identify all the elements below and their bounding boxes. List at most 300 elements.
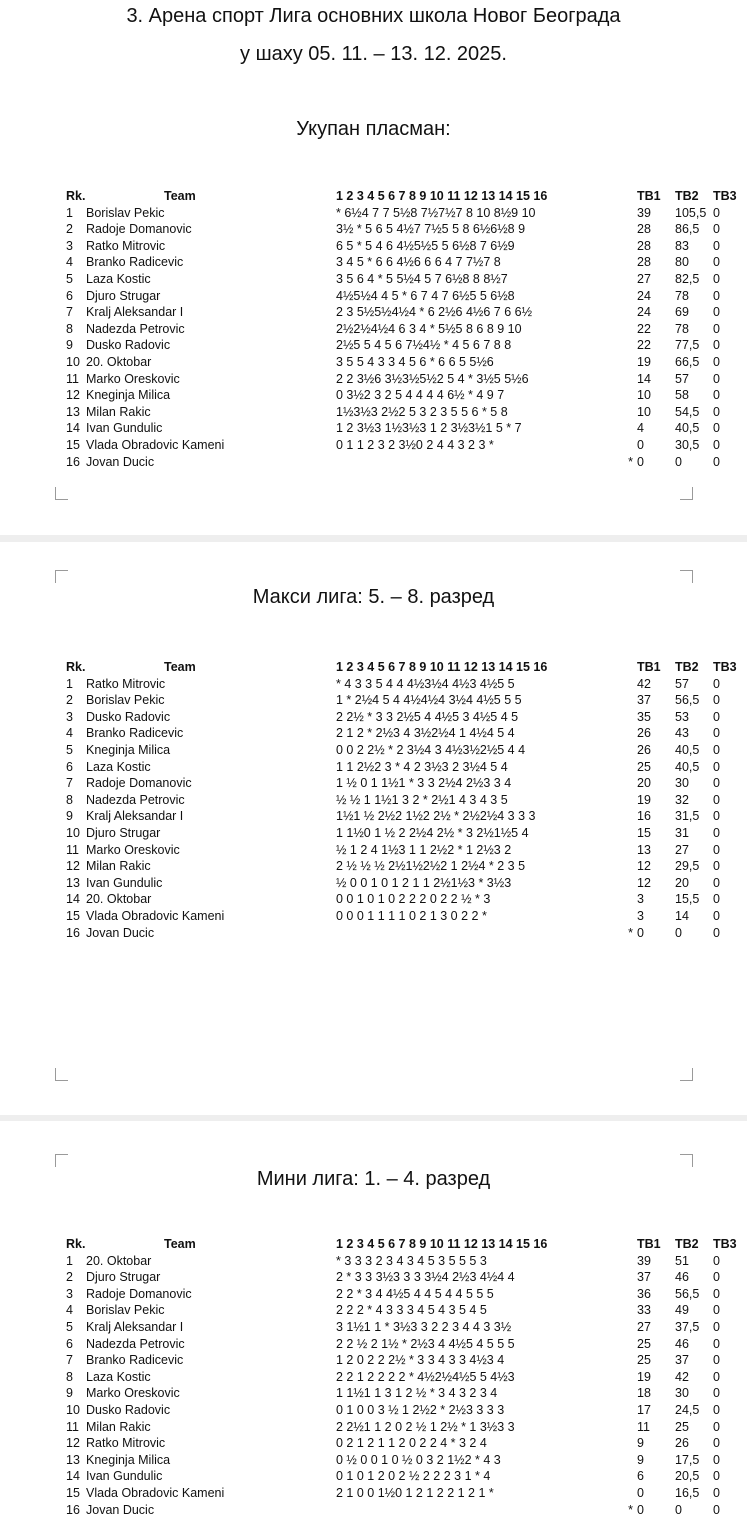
cell-rk: 14 <box>66 892 80 907</box>
cell-tb3: 0 <box>713 255 720 270</box>
column-header-tb3: TB3 <box>713 1237 737 1251</box>
cell-tb2: 43 <box>675 726 689 741</box>
cell-team: Jovan Ducic <box>86 454 155 469</box>
cell-rk: 15 <box>66 908 80 923</box>
cell-team: Kneginja Milica <box>86 1452 171 1467</box>
cell-tb1: 19 <box>637 354 651 369</box>
table-row <box>66 1286 743 1303</box>
cell-tb3: 0 <box>713 1436 720 1451</box>
cell-results: 0 2 1 2 1 1 2 0 2 2 4 * 3 2 4 <box>336 1436 487 1451</box>
overall-heading: Укупан пласман: <box>296 118 451 140</box>
table-row <box>66 288 743 305</box>
cell-tb2: 66,5 <box>675 354 700 369</box>
cell-results: 2 1 2 * 2½3 4 3½2½4 1 4½4 5 4 <box>336 726 515 741</box>
cell-team: Vlada Obradovic Kameni <box>86 908 225 923</box>
cell-rk: 2 <box>66 693 73 708</box>
cell-team: Ratko Mitrovic <box>86 238 166 253</box>
cell-results: 2 2 1 2 2 2 2 * 4½2½4½5 5 4½3 <box>336 1369 515 1384</box>
cell-rk: 7 <box>66 305 73 320</box>
cell-tb2: 69 <box>675 305 689 320</box>
cell-team: Branko Radicevic <box>86 1353 184 1368</box>
cell-rk: 3 <box>66 1286 73 1301</box>
table-row <box>66 337 743 354</box>
table-header-row <box>66 659 743 676</box>
table-row <box>66 1302 743 1319</box>
column-header-tb1: TB1 <box>637 189 661 203</box>
cell-rk: 13 <box>66 404 80 419</box>
cell-results: 2½5 5 4 5 6 7½4½ * 4 5 6 7 8 8 <box>336 338 512 353</box>
cell-tb1: 9 <box>637 1452 644 1467</box>
cell-tb3: 0 <box>713 371 720 386</box>
cell-results: * <box>628 454 633 469</box>
page-mini <box>0 1121 747 1531</box>
cell-tb1: 9 <box>637 1436 644 1451</box>
cell-tb3: 0 <box>713 1336 720 1351</box>
cell-tb2: 40,5 <box>675 759 700 774</box>
cell-tb2: 57 <box>675 676 689 691</box>
cell-rk: 4 <box>66 726 73 741</box>
cell-rk: 7 <box>66 776 73 791</box>
cell-tb3: 0 <box>713 437 720 452</box>
cell-results: 1 2 0 2 2 2½ * 3 3 4 3 3 4½3 4 <box>336 1353 505 1368</box>
column-header-rounds: 1 2 3 4 5 6 7 8 9 10 11 12 13 14 15 16 <box>336 660 548 674</box>
table-row <box>66 271 743 288</box>
cell-team: Borislav Pekic <box>86 205 165 220</box>
cell-tb3: 0 <box>713 892 720 907</box>
cell-results: 4½5½4 4 5 * 6 7 4 7 6½5 5 6½8 <box>336 288 515 303</box>
cell-team: Dusko Radovic <box>86 709 171 724</box>
cell-results: 2½2½4½4 6 3 4 * 5½5 8 6 8 9 10 <box>336 321 522 336</box>
cell-tb2: 0 <box>675 1502 682 1517</box>
cell-tb2: 25 <box>675 1419 689 1434</box>
cell-tb3: 0 <box>713 388 720 403</box>
cell-results: 1 * 2½4 5 4 4½4½4 3½4 4½5 5 5 <box>336 693 522 708</box>
cell-rk: 12 <box>66 388 80 403</box>
table-row <box>66 1352 743 1369</box>
cell-team: Milan Rakic <box>86 1419 151 1434</box>
cell-tb2: 42 <box>675 1369 689 1384</box>
cell-tb1: 37 <box>637 693 651 708</box>
cell-team: Laza Kostic <box>86 271 151 286</box>
cell-tb2: 37,5 <box>675 1319 700 1334</box>
cell-team: Ivan Gundulic <box>86 1469 163 1484</box>
cell-tb3: 0 <box>713 709 720 724</box>
cell-team: Vlada Obradovic Kameni <box>86 1485 225 1500</box>
cell-rk: 15 <box>66 437 80 452</box>
cell-tb1: 0 <box>637 454 644 469</box>
cell-tb3: 0 <box>713 454 720 469</box>
page-overall <box>0 0 747 535</box>
cell-tb1: 35 <box>637 709 651 724</box>
cell-tb1: 39 <box>637 205 651 220</box>
column-header-rounds: 1 2 3 4 5 6 7 8 9 10 11 12 13 14 15 16 <box>336 1237 548 1251</box>
cell-tb1: 10 <box>637 404 651 419</box>
cell-rk: 2 <box>66 1270 73 1285</box>
cell-tb1: 18 <box>637 1386 651 1401</box>
cell-tb1: 26 <box>637 726 651 741</box>
cell-team: Kralj Aleksandar I <box>86 305 184 320</box>
cell-rk: 16 <box>66 1502 80 1517</box>
table-row <box>66 1452 743 1469</box>
column-header-tb2: TB2 <box>675 189 699 203</box>
document-title: 3. Арена спорт Лига основних школа Новог Београда <box>126 5 621 27</box>
cell-tb3: 0 <box>713 1270 720 1285</box>
cell-rk: 6 <box>66 759 73 774</box>
cell-team: Borislav Pekic <box>86 1303 165 1318</box>
cell-team: Vlada Obradovic Kameni <box>86 437 225 452</box>
cell-rk: 6 <box>66 288 73 303</box>
table-row <box>66 1269 743 1286</box>
table-row <box>66 321 743 338</box>
cell-tb1: 26 <box>637 742 651 757</box>
cell-team: Jovan Ducic <box>86 1502 155 1517</box>
cell-rk: 1 <box>66 676 73 691</box>
cell-team: Nadezda Petrovic <box>86 321 185 336</box>
cell-team: Nadezda Petrovic <box>86 792 185 807</box>
table-row <box>66 304 743 321</box>
column-header-rk: Rk. <box>66 189 86 203</box>
cell-rk: 14 <box>66 421 80 436</box>
cell-tb3: 0 <box>713 404 720 419</box>
cell-tb1: 3 <box>637 908 644 923</box>
cell-results: ½ 1 2 4 1½3 1 1 2½2 * 1 2½3 2 <box>336 842 512 857</box>
table-row <box>66 908 743 925</box>
cell-team: Kralj Aleksandar I <box>86 1319 184 1334</box>
cell-team: Dusko Radovic <box>86 338 171 353</box>
cell-tb2: 77,5 <box>675 338 700 353</box>
cell-tb3: 0 <box>713 238 720 253</box>
table-row <box>66 387 743 404</box>
table-row <box>66 925 743 942</box>
cell-rk: 6 <box>66 1336 73 1351</box>
column-header-rounds: 1 2 3 4 5 6 7 8 9 10 11 12 13 14 15 16 <box>336 189 548 203</box>
mini-standings-table <box>66 1236 743 1518</box>
cell-team: Marko Oreskovic <box>86 1386 180 1401</box>
column-header-tb1: TB1 <box>637 660 661 674</box>
cell-rk: 12 <box>66 1436 80 1451</box>
cell-results: 1 2 3½3 1½3½3 1 2 3½3½1 5 * 7 <box>336 421 522 436</box>
cell-tb2: 82,5 <box>675 271 700 286</box>
cell-results: 1 1½0 1 ½ 2 2½4 2½ * 3 2½1½5 4 <box>336 825 529 840</box>
cell-tb2: 86,5 <box>675 222 700 237</box>
cell-tb2: 17,5 <box>675 1452 700 1467</box>
cell-tb3: 0 <box>713 875 720 890</box>
cell-team: 20. Oktobar <box>86 892 152 907</box>
table-row <box>66 420 743 437</box>
cell-tb1: 20 <box>637 776 651 791</box>
cell-tb1: 27 <box>637 271 651 286</box>
cell-tb1: 0 <box>637 437 644 452</box>
cell-rk: 1 <box>66 205 73 220</box>
cell-results: 1 ½ 0 1 1½1 * 3 3 2½4 2½3 3 4 <box>336 776 512 791</box>
cell-tb3: 0 <box>713 305 720 320</box>
cell-tb1: 33 <box>637 1303 651 1318</box>
cell-tb1: 25 <box>637 759 651 774</box>
column-header-tb2: TB2 <box>675 1237 699 1251</box>
cell-results: 2 1 0 0 1½0 1 2 1 2 2 1 2 1 * <box>336 1485 494 1500</box>
corner-mark <box>680 1154 693 1167</box>
table-row <box>66 354 743 371</box>
cell-rk: 12 <box>66 859 80 874</box>
cell-tb1: 19 <box>637 1369 651 1384</box>
cell-tb1: 42 <box>637 676 651 691</box>
cell-results: 0 0 0 1 1 1 1 0 2 1 3 0 2 2 * <box>336 908 487 923</box>
cell-rk: 14 <box>66 1469 80 1484</box>
cell-results: 0 1 0 1 2 0 2 ½ 2 2 2 3 1 * 4 <box>336 1469 491 1484</box>
cell-tb3: 0 <box>713 1402 720 1417</box>
table-row <box>66 254 743 271</box>
cell-results: 1 1 2½2 3 * 4 2 3½3 2 3½4 5 4 <box>336 759 508 774</box>
cell-tb3: 0 <box>713 321 720 336</box>
table-row <box>66 205 743 222</box>
cell-tb2: 15,5 <box>675 892 700 907</box>
cell-tb3: 0 <box>713 676 720 691</box>
cell-team: Jovan Ducic <box>86 925 155 940</box>
cell-team: Ivan Gundulic <box>86 421 163 436</box>
cell-tb2: 20,5 <box>675 1469 700 1484</box>
cell-tb3: 0 <box>713 222 720 237</box>
cell-rk: 8 <box>66 792 73 807</box>
cell-results: 0 0 1 0 1 0 2 2 2 0 2 2 ½ * 3 <box>336 892 491 907</box>
cell-results: * <box>628 1502 633 1517</box>
cell-tb3: 0 <box>713 205 720 220</box>
cell-tb3: 0 <box>713 726 720 741</box>
table-row <box>66 891 743 908</box>
cell-team: Ivan Gundulic <box>86 875 163 890</box>
cell-rk: 13 <box>66 1452 80 1467</box>
cell-tb2: 80 <box>675 255 689 270</box>
cell-team: Marko Oreskovic <box>86 371 180 386</box>
cell-team: Marko Oreskovic <box>86 842 180 857</box>
cell-team: Nadezda Petrovic <box>86 1336 185 1351</box>
cell-tb2: 56,5 <box>675 1286 700 1301</box>
table-row <box>66 437 743 454</box>
cell-team: Ratko Mitrovic <box>86 676 166 691</box>
cell-tb3: 0 <box>713 1485 720 1500</box>
cell-rk: 5 <box>66 271 73 286</box>
table-row <box>66 1468 743 1485</box>
cell-tb3: 0 <box>713 1419 720 1434</box>
cell-rk: 1 <box>66 1253 73 1268</box>
table-row <box>66 1435 743 1452</box>
cell-rk: 3 <box>66 709 73 724</box>
cell-results: 2 2½1 1 2 0 2 ½ 1 2½ * 1 3½3 3 <box>336 1419 515 1434</box>
table-row <box>66 742 743 759</box>
cell-tb1: 10 <box>637 388 651 403</box>
cell-tb2: 24,5 <box>675 1402 700 1417</box>
cell-tb2: 30,5 <box>675 437 700 452</box>
cell-team: Laza Kostic <box>86 759 151 774</box>
cell-tb1: 24 <box>637 305 651 320</box>
cell-tb3: 0 <box>713 1353 720 1368</box>
column-header-rk: Rk. <box>66 660 86 674</box>
cell-tb2: 30 <box>675 776 689 791</box>
cell-tb2: 105,5 <box>675 205 707 220</box>
cell-tb2: 78 <box>675 288 689 303</box>
cell-results: ½ 0 0 1 0 1 2 1 1 2½1½3 * 3½3 <box>336 875 512 890</box>
cell-tb2: 37 <box>675 1353 689 1368</box>
cell-results: * 4 3 3 5 4 4 4½3½4 4½3 4½5 5 <box>336 676 515 691</box>
cell-tb1: 11 <box>637 1419 650 1434</box>
table-row <box>66 371 743 388</box>
cell-tb3: 0 <box>713 759 720 774</box>
cell-results: ½ ½ 1 1½1 3 2 * 2½1 4 3 4 3 5 <box>336 792 508 807</box>
cell-results: 0 3½2 3 2 5 4 4 4 4 6½ * 4 9 7 <box>336 388 505 403</box>
corner-mark <box>55 1154 68 1167</box>
cell-tb1: 14 <box>637 371 651 386</box>
cell-tb3: 0 <box>713 1386 720 1401</box>
cell-results: 3 5 5 4 3 3 4 5 6 * 6 6 5 5½6 <box>336 354 494 369</box>
cell-results: 2 2 2 * 4 3 3 3 4 5 4 3 5 4 5 <box>336 1303 487 1318</box>
cell-team: 20. Oktobar <box>86 354 152 369</box>
cell-rk: 4 <box>66 255 73 270</box>
table-row <box>66 775 743 792</box>
cell-rk: 2 <box>66 222 73 237</box>
cell-tb2: 31 <box>675 825 689 840</box>
cell-team: Radoje Domanovic <box>86 222 192 237</box>
cell-tb2: 40,5 <box>675 421 700 436</box>
cell-team: Borislav Pekic <box>86 693 165 708</box>
table-row <box>66 692 743 709</box>
cell-results: 0 ½ 0 0 1 0 ½ 0 3 2 1½2 * 4 3 <box>336 1452 501 1467</box>
cell-team: Milan Rakic <box>86 404 151 419</box>
table-row <box>66 1502 743 1519</box>
cell-tb1: 6 <box>637 1469 644 1484</box>
cell-tb1: 37 <box>637 1270 651 1285</box>
table-row <box>66 454 743 471</box>
cell-team: Branko Radicevic <box>86 726 184 741</box>
cell-tb2: 56,5 <box>675 693 700 708</box>
maxi-heading: Макси лига: 5. – 8. разред <box>252 586 495 608</box>
cell-tb1: 27 <box>637 1319 651 1334</box>
cell-tb1: 36 <box>637 1286 651 1301</box>
cell-tb2: 49 <box>675 1303 689 1318</box>
table-row <box>66 1485 743 1502</box>
cell-results: 3 1½1 1 * 3½3 3 2 2 3 4 4 3 3½ <box>336 1319 512 1334</box>
cell-tb2: 29,5 <box>675 859 700 874</box>
cell-tb3: 0 <box>713 354 720 369</box>
cell-tb3: 0 <box>713 1369 720 1384</box>
cell-tb1: 16 <box>637 809 651 824</box>
maxi-standings-table <box>66 659 743 941</box>
cell-tb3: 0 <box>713 1502 720 1517</box>
cell-team: Radoje Domanovic <box>86 1286 192 1301</box>
table-row <box>66 221 743 238</box>
page-maxi <box>0 542 747 1115</box>
cell-team: Branko Radicevic <box>86 255 184 270</box>
cell-team: Ratko Mitrovic <box>86 1436 166 1451</box>
cell-rk: 5 <box>66 742 73 757</box>
column-header-team: Team <box>164 189 196 203</box>
cell-tb3: 0 <box>713 859 720 874</box>
table-row <box>66 1385 743 1402</box>
table-row <box>66 404 743 421</box>
cell-tb2: 78 <box>675 321 689 336</box>
cell-results: 6 5 * 5 4 6 4½5½5 5 6½8 7 6½9 <box>336 238 515 253</box>
cell-tb3: 0 <box>713 742 720 757</box>
cell-results: 2 3 5½5½4½4 * 6 2½6 4½6 7 6 6½ <box>336 305 532 320</box>
cell-tb1: 3 <box>637 892 644 907</box>
cell-tb3: 0 <box>713 776 720 791</box>
cell-team: Djuro Strugar <box>86 1270 161 1285</box>
cell-tb1: 28 <box>637 238 651 253</box>
cell-tb3: 0 <box>713 1452 720 1467</box>
cell-results: * 6½4 7 7 5½8 7½7½7 8 10 8½9 10 <box>336 205 536 220</box>
cell-team: Dusko Radovic <box>86 1402 171 1417</box>
cell-results: 2 2 ½ 2 1½ * 2½3 4 4½5 4 5 5 5 <box>336 1336 515 1351</box>
table-row <box>66 792 743 809</box>
table-row <box>66 875 743 892</box>
cell-tb3: 0 <box>713 842 720 857</box>
overall-standings-table <box>66 188 743 470</box>
cell-results: 2 ½ ½ ½ 2½1½2½2 1 2½4 * 2 3 5 <box>336 859 526 874</box>
cell-tb2: 58 <box>675 388 689 403</box>
cell-team: Laza Kostic <box>86 1369 151 1384</box>
cell-tb3: 0 <box>713 421 720 436</box>
cell-tb1: 17 <box>637 1402 651 1417</box>
cell-results: * 3 3 3 2 3 4 3 4 5 3 5 5 5 3 <box>336 1253 487 1268</box>
column-header-tb1: TB1 <box>637 1237 661 1251</box>
cell-results: 3 5 6 4 * 5 5½4 5 7 6½8 8 8½7 <box>336 271 508 286</box>
cell-rk: 15 <box>66 1485 80 1500</box>
cell-tb1: 22 <box>637 338 651 353</box>
column-header-team: Team <box>164 1237 196 1251</box>
cell-tb1: 25 <box>637 1336 651 1351</box>
cell-tb2: 30 <box>675 1386 689 1401</box>
cell-rk: 16 <box>66 925 80 940</box>
cell-team: Djuro Strugar <box>86 288 161 303</box>
cell-team: Kneginja Milica <box>86 388 171 403</box>
cell-tb1: 13 <box>637 842 651 857</box>
cell-tb1: 19 <box>637 792 651 807</box>
cell-rk: 11 <box>66 842 79 857</box>
cell-tb1: 0 <box>637 1485 644 1500</box>
cell-results: 3 4 5 * 6 6 4½6 6 6 4 7 7½7 8 <box>336 255 501 270</box>
cell-tb2: 0 <box>675 925 682 940</box>
cell-rk: 11 <box>66 1419 79 1434</box>
cell-rk: 9 <box>66 809 73 824</box>
cell-results: 1 1½1 1 3 1 2 ½ * 3 4 3 2 3 4 <box>336 1386 498 1401</box>
cell-tb3: 0 <box>713 288 720 303</box>
cell-tb2: 57 <box>675 371 689 386</box>
cell-team: Radoje Domanovic <box>86 776 192 791</box>
cell-tb1: 24 <box>637 288 651 303</box>
cell-tb1: 0 <box>637 925 644 940</box>
cell-tb3: 0 <box>713 1469 720 1484</box>
cell-tb1: 0 <box>637 1502 644 1517</box>
cell-tb3: 0 <box>713 908 720 923</box>
cell-results: 0 0 2 2½ * 2 3½4 3 4½3½2½5 4 4 <box>336 742 526 757</box>
cell-tb1: 28 <box>637 222 651 237</box>
cell-tb2: 83 <box>675 238 689 253</box>
table-row <box>66 725 743 742</box>
cell-tb2: 26 <box>675 1436 689 1451</box>
column-header-tb3: TB3 <box>713 660 737 674</box>
table-row <box>66 238 743 255</box>
cell-rk: 4 <box>66 1303 73 1318</box>
cell-tb2: 32 <box>675 792 689 807</box>
corner-mark <box>680 1068 693 1081</box>
cell-team: Djuro Strugar <box>86 825 161 840</box>
cell-results: 1½1 ½ 2½2 1½2 2½ * 2½2½4 3 3 3 <box>336 809 536 824</box>
cell-tb1: 22 <box>637 321 651 336</box>
document-subtitle: у шаху 05. 11. – 13. 12. 2025. <box>240 43 507 65</box>
corner-mark <box>55 570 68 583</box>
cell-rk: 7 <box>66 1353 73 1368</box>
corner-mark <box>680 487 693 500</box>
cell-rk: 3 <box>66 238 73 253</box>
cell-tb2: 53 <box>675 709 689 724</box>
